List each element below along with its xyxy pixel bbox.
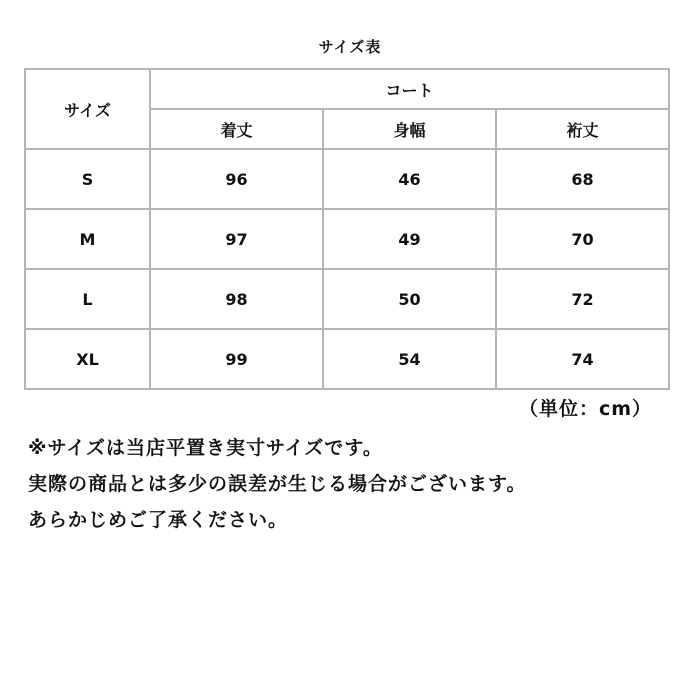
cell-sleeve: 70 (496, 209, 669, 269)
table-row (25, 269, 669, 329)
cell-length: 98 (150, 269, 323, 329)
cell-width: 50 (323, 269, 496, 329)
size-table (24, 68, 670, 390)
note-line: ※サイズは当店平置き実寸サイズです。 (28, 437, 383, 459)
table-header-row (25, 69, 669, 109)
table-row (25, 329, 669, 389)
cell-width: 54 (323, 329, 496, 389)
cell-length: 97 (150, 209, 323, 269)
cell-sleeve: 72 (496, 269, 669, 329)
row-size-label: M (25, 209, 150, 269)
row-size-label: XL (25, 329, 150, 389)
cell-length: 96 (150, 149, 323, 209)
unit-note: （単位：cm） (518, 398, 652, 420)
cell-length: 99 (150, 329, 323, 389)
column-header-length: 着丈 (150, 109, 323, 149)
table-row (25, 209, 669, 269)
note-line: あらかじめご了承ください。 (28, 509, 289, 531)
cell-sleeve: 74 (496, 329, 669, 389)
coat-group-header: コート (150, 69, 669, 109)
note-line: 実際の商品とは多少の誤差が生じる場合がございます。 (28, 473, 527, 495)
notes-block (28, 430, 678, 538)
cell-sleeve: 68 (496, 149, 669, 209)
column-header-sleeve: 裄丈 (496, 109, 669, 149)
cell-width: 49 (323, 209, 496, 269)
table-row (25, 149, 669, 209)
size-header-cell: サイズ (25, 69, 150, 149)
size-chart-title: サイズ表 (318, 38, 382, 56)
row-size-label: L (25, 269, 150, 329)
row-size-label: S (25, 149, 150, 209)
column-header-width: 身幅 (323, 109, 496, 149)
cell-width: 46 (323, 149, 496, 209)
